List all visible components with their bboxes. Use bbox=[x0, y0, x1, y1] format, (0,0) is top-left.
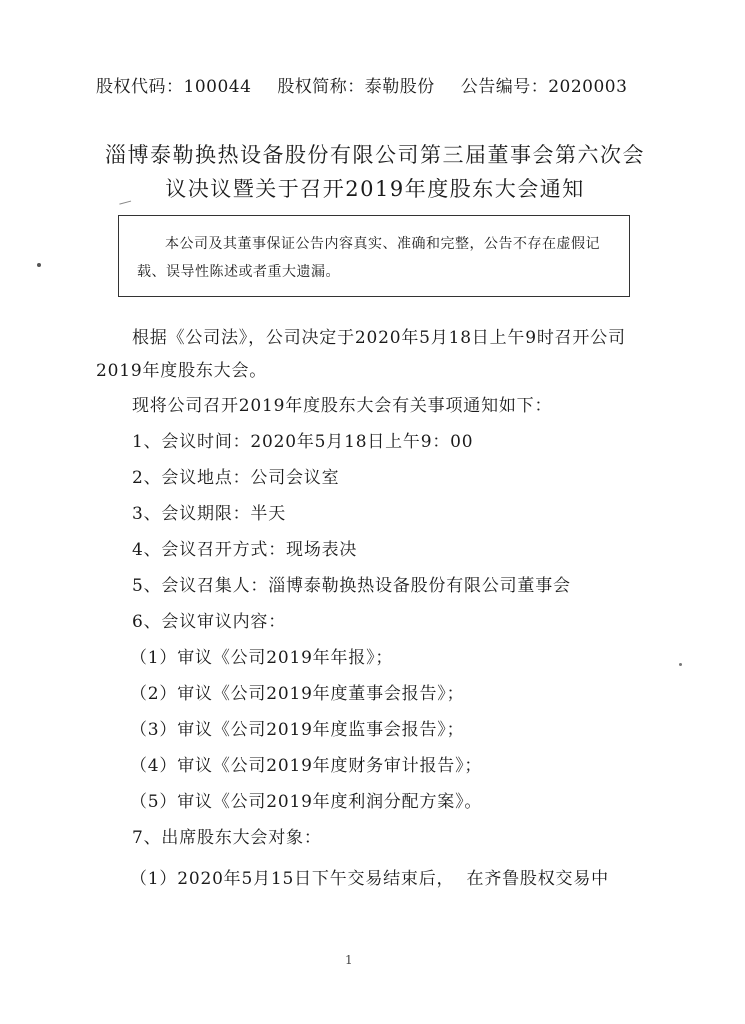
intro-paragraph: 根据《公司法》，公司决定于2020年5月18日上午9时召开公司2019年度股东大会。 bbox=[96, 328, 626, 381]
title-line-2: 议决议暨关于召开2019年度股东大会通知 bbox=[165, 177, 585, 201]
list-item: 2、会议地点：公司会议室 bbox=[132, 468, 340, 488]
list-item: 5、会议召集人：淄博泰勒换热设备股份有限公司董事会 bbox=[132, 576, 571, 596]
stock-code: 股权代码：100044 bbox=[96, 77, 252, 97]
disclaimer-box: 本公司及其董事保证公告内容真实、准确和完整，公告不存在虚假记载、误导性陈述或者重大遗漏。 bbox=[118, 215, 630, 297]
agenda-item: （2）审议《公司2019年度董事会报告》； bbox=[130, 684, 465, 704]
notice-number: 公告编号：2020003 bbox=[460, 77, 628, 97]
list-item: 6、会议审议内容： bbox=[132, 612, 287, 632]
intro-line: 现将公司召开2019年度股东大会有关事项通知如下： bbox=[132, 396, 553, 416]
list-item: 1、会议时间：2020年5月18日上午9：00 bbox=[132, 432, 474, 452]
page-number: 1 bbox=[345, 953, 353, 967]
list-item: （1）2020年5月15日下午交易结束后， 在齐鲁股权交易中 bbox=[130, 869, 609, 889]
document-body bbox=[96, 322, 656, 897]
document-header bbox=[96, 72, 656, 97]
list-item: 7、出席股东大会对象： bbox=[132, 828, 322, 848]
agenda-item: （5）审议《公司2019年度利润分配方案》。 bbox=[130, 792, 483, 812]
scan-speck bbox=[37, 263, 41, 267]
stray-mark bbox=[119, 201, 132, 211]
list-item: 3、会议期限：半天 bbox=[132, 504, 287, 524]
title-line-1: 淄博泰勒换热设备股份有限公司第三届董事会第六次会 bbox=[105, 143, 645, 167]
list-item: 4、会议召开方式：现场表决 bbox=[132, 540, 358, 560]
scan-speck bbox=[679, 663, 682, 666]
stock-short-name: 股权简称：泰勒股份 bbox=[277, 77, 435, 97]
agenda-item: （4）审议《公司2019年度财务审计报告》； bbox=[130, 756, 483, 776]
agenda-item: （3）审议《公司2019年度监事会报告》； bbox=[130, 720, 465, 740]
document-title bbox=[70, 138, 680, 206]
agenda-item: （1）审议《公司2019年年报》； bbox=[130, 648, 394, 668]
